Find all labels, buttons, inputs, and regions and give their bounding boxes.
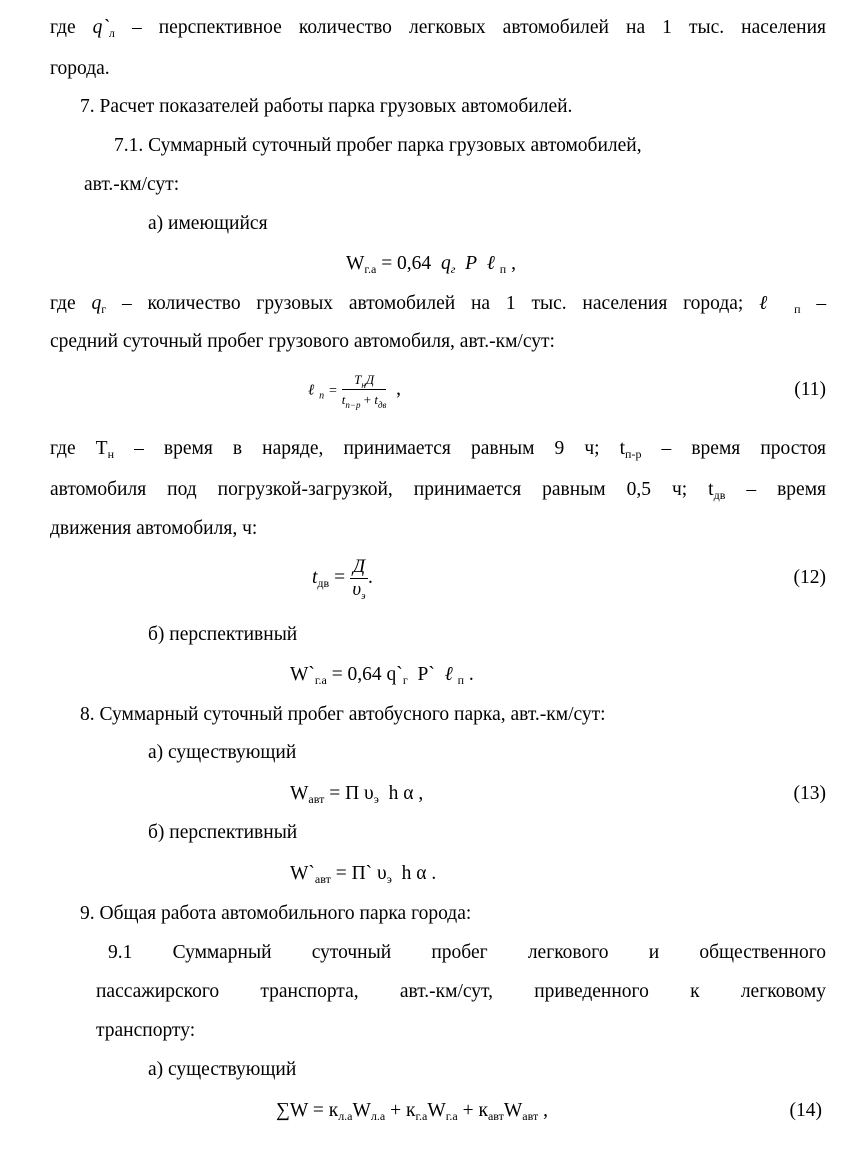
- item-b-perspective-2: б) перспективный: [148, 822, 298, 843]
- equation-number-12: (12): [793, 567, 826, 588]
- item-a-existing: а) имеющийся: [148, 213, 268, 234]
- formula-w-ga-perspective: $W`_{г.а} = 0,64$ $q`_г$ P` ℓ $_п$ .: [290, 664, 474, 687]
- text-line-where-q: где $q_г$ – количество грузовых автомобилей на 1 тыс. населения города; ℓ $_п$ –: [50, 293, 827, 316]
- item-a-existing-3: а) существующий: [148, 1059, 297, 1080]
- heading-9-1-line2: пассажирского транспорта, авт.-км/сут, приведенного к легковому: [96, 981, 826, 1002]
- formula-13-perspective: $W`_{авт}$ = П` $\upsilon_э$ h α .: [290, 863, 437, 886]
- item-b-perspective: б) перспективный: [148, 624, 298, 645]
- equation-number-14: (14): [789, 1100, 822, 1121]
- text-line-city: города.: [50, 58, 110, 79]
- equation-number-11: (11): [794, 379, 826, 400]
- fraction-11: $\frac{T_нД}{t_{п-р} + t_{дв}}$: [341, 372, 387, 410]
- heading-7-1-units: авт.-км/сут:: [84, 174, 180, 195]
- formula-w-ga: $W_{г.а} = 0,64$ $q_г$ P ℓ $_п$ ,: [346, 253, 516, 276]
- text-line-movement: движения автомобиля, ч:: [50, 518, 258, 539]
- heading-9-1-line1: 9.1 Суммарный суточный пробег легкового и общественного: [108, 942, 826, 963]
- item-a-existing-2: а) существующий: [148, 742, 297, 763]
- formula-14: $\sum W = к_{л.а}W_{л.а} + к_{г.а}W_{г.а} + к_{авт}W_{авт}$ ,: [276, 1100, 548, 1123]
- heading-8: 8. Суммарный суточный пробег автобусного парка, авт.-км/сут:: [80, 704, 606, 725]
- heading-9-1-line3: транспорту:: [96, 1020, 196, 1041]
- formula-11: ℓ $_п$ = $\frac{T_нД}{t_{п-р} + t_{дв}}$ ,: [308, 372, 402, 410]
- formula-12: $t_{дв}$ = $\frac{Д}{\upsilon_э}$ .: [312, 556, 373, 602]
- text-line-where-t: где $T_н$ – время в наряде, принимается равным 9 ч; $t_{п-р}$ – время простоя: [50, 438, 827, 461]
- heading-7-1: 7.1. Суммарный суточный пробег парка грузовых автомобилей,: [114, 135, 642, 156]
- equation-number-13: (13): [793, 783, 826, 804]
- fraction-12: $\frac{Д}{\upsilon_э}$: [350, 556, 368, 601]
- text-line-loading: автомобиля под погрузкой-загрузкой, принимается равным 0,5 ч; $t_{дв}$ – время: [50, 479, 827, 502]
- formula-13: $W_{авт} = П$ $\upsilon_э$ h α ,: [290, 783, 424, 806]
- heading-7: 7. Расчет показателей работы парка грузовых автомобилей.: [80, 96, 573, 117]
- text-line-q-passenger: где $q`_л$ – перспективное количество легковых автомобилей на 1 тыс. населения: [50, 17, 827, 40]
- text-line-average-mileage: средний суточный пробег грузового автомобиля, авт.-км/сут:: [50, 331, 555, 352]
- heading-9: 9. Общая работа автомобильного парка города:: [80, 903, 472, 924]
